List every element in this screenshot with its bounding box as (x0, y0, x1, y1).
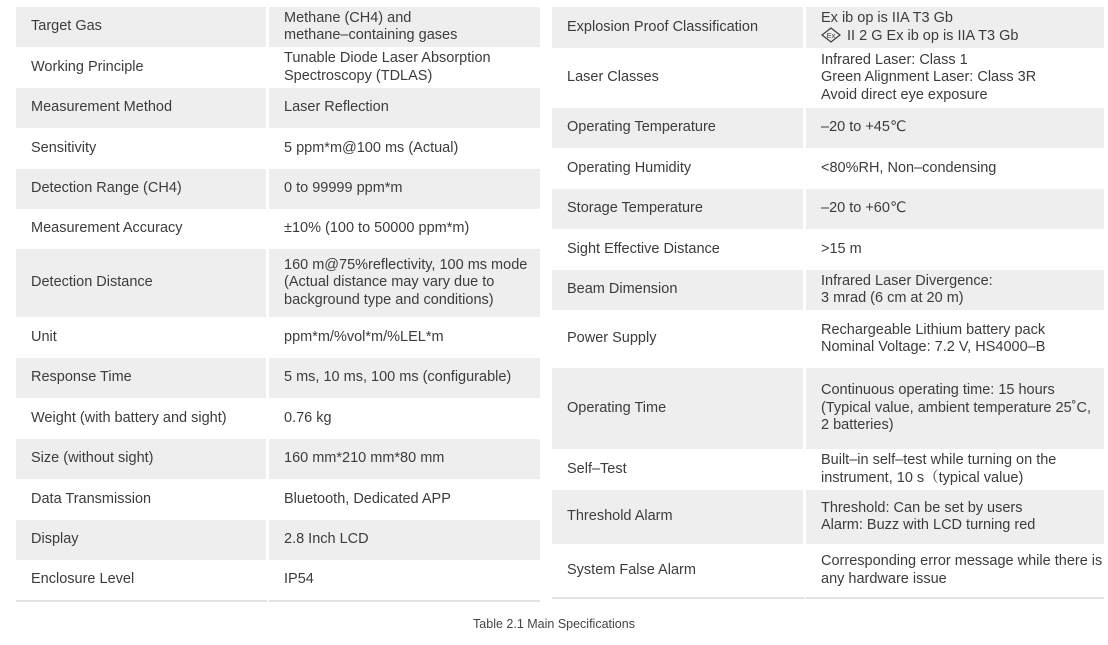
spec-label: Operating Temperature (552, 108, 806, 148)
specs-table-left (16, 7, 540, 602)
spec-label: Size (without sight) (16, 439, 269, 479)
spec-row (552, 368, 1104, 449)
spec-value: –20 to +45℃ (806, 108, 1104, 148)
spec-value: Laser Reflection (269, 88, 540, 128)
spec-label: Unit (16, 317, 269, 358)
explosion-proof-line-2: II 2 G Ex ib op is IIA T3 Gb (847, 28, 1019, 44)
spec-value: ppm*m/%vol*m/%LEL*m (284, 328, 444, 345)
spec-label: Storage Temperature (552, 189, 806, 229)
spec-label: Display (16, 520, 269, 560)
spec-value: Built–in self–test while turning on the instrument, 10 s（typical value) (821, 452, 1057, 486)
spec-row (16, 249, 540, 317)
spec-row (552, 48, 1104, 108)
spec-label: Measurement Method (16, 88, 269, 128)
spec-value: Corresponding error message while there is any hardware issue (806, 544, 1104, 599)
spec-row (16, 317, 540, 358)
spec-label: Explosion Proof Classification (552, 7, 806, 48)
spec-label: Power Supply (552, 310, 806, 368)
spec-row (16, 88, 540, 128)
svg-text:Ex: Ex (826, 31, 836, 40)
spec-row (552, 490, 1104, 544)
spec-row (552, 544, 1104, 599)
spec-value: Threshold: Can be set by users Alarm: Buzz with LCD turning red (806, 490, 1104, 544)
spec-row (552, 449, 1104, 490)
spec-label: Enclosure Level (16, 560, 269, 602)
spec-label: Detection Distance (16, 249, 269, 317)
spec-row (552, 270, 1104, 310)
spec-value: –20 to +60℃ (806, 189, 1104, 229)
spec-value: Tunable Diode Laser Absorption Spectroscopy (TDLAS) (284, 50, 491, 84)
spec-label: Self–Test (552, 449, 806, 490)
spec-value: 2.8 Inch LCD (269, 520, 540, 560)
spec-row (16, 358, 540, 398)
spec-value: Infrared Laser: Class 1 Green Alignment Laser: Class 3R Avoid direct eye exposure (821, 51, 1037, 103)
spec-row (552, 108, 1104, 148)
spec-label: Threshold Alarm (552, 490, 806, 544)
spec-value: <80%RH, Non–condensing (821, 159, 997, 176)
spec-row (16, 439, 540, 479)
spec-row (552, 189, 1104, 229)
spec-label: Beam Dimension (552, 270, 806, 310)
spec-row (16, 209, 540, 249)
spec-row (16, 560, 540, 602)
spec-value: Infrared Laser Divergence: 3 mrad (6 cm at 20 m) (806, 270, 1104, 310)
spec-row (16, 520, 540, 560)
spec-value-line (821, 27, 1104, 46)
spec-row (552, 7, 1104, 48)
spec-value: 0 to 99999 ppm*m (269, 169, 540, 209)
spec-label: Operating Time (552, 368, 806, 449)
spec-label: Laser Classes (552, 48, 806, 108)
spec-label: Response Time (16, 358, 269, 398)
specs-table-right (552, 7, 1104, 599)
spec-value: Bluetooth, Dedicated APP (284, 490, 451, 507)
table-caption: Table 2.1 Main Specifications (473, 617, 635, 631)
spec-value: 160 mm*210 mm*80 mm (269, 439, 540, 479)
spec-row (552, 148, 1104, 189)
spec-value: IP54 (269, 560, 540, 602)
spec-label: Measurement Accuracy (16, 209, 269, 249)
spec-value: ±10% (100 to 50000 ppm*m) (284, 220, 470, 237)
spec-value: 160 m@75%reflectivity, 100 ms mode (Actual distance may vary due to background type and conditions) (269, 249, 540, 317)
spec-row (16, 398, 540, 439)
spec-label: Working Principle (16, 47, 269, 88)
spec-row (16, 47, 540, 88)
spec-value: 5 ms, 10 ms, 100 ms (configurable) (269, 358, 540, 398)
spec-label: Weight (with battery and sight) (16, 398, 269, 439)
spec-label: Data Transmission (16, 479, 269, 520)
spec-label: Target Gas (16, 7, 269, 47)
spec-row (16, 128, 540, 169)
spec-label: Operating Humidity (552, 148, 806, 189)
spec-row (552, 310, 1104, 368)
spec-value: >15 m (821, 240, 862, 257)
spec-row (16, 7, 540, 47)
spec-label: System False Alarm (552, 544, 806, 599)
spec-row (16, 169, 540, 209)
spec-label: Detection Range (CH4) (16, 169, 269, 209)
spec-value: Continuous operating time: 15 hours (Typical value, ambient temperature 25˚C, 2 batteries) (806, 368, 1104, 449)
spec-value-line: Ex ib op is IIA T3 Gb (821, 9, 953, 26)
spec-value: Rechargeable Lithium battery pack Nominal Voltage: 7.2 V, HS4000–B (821, 321, 1046, 355)
spec-row (16, 479, 540, 520)
spec-row (552, 229, 1104, 270)
spec-value: 0.76 kg (284, 409, 332, 426)
spec-value (806, 7, 1104, 48)
spec-value: 5 ppm*m@100 ms (Actual) (284, 139, 459, 156)
spec-label: Sight Effective Distance (552, 229, 806, 270)
spec-value: Methane (CH4) and methane–containing gases (269, 7, 540, 47)
spec-label: Sensitivity (16, 128, 269, 169)
ex-mark-icon (821, 27, 841, 43)
